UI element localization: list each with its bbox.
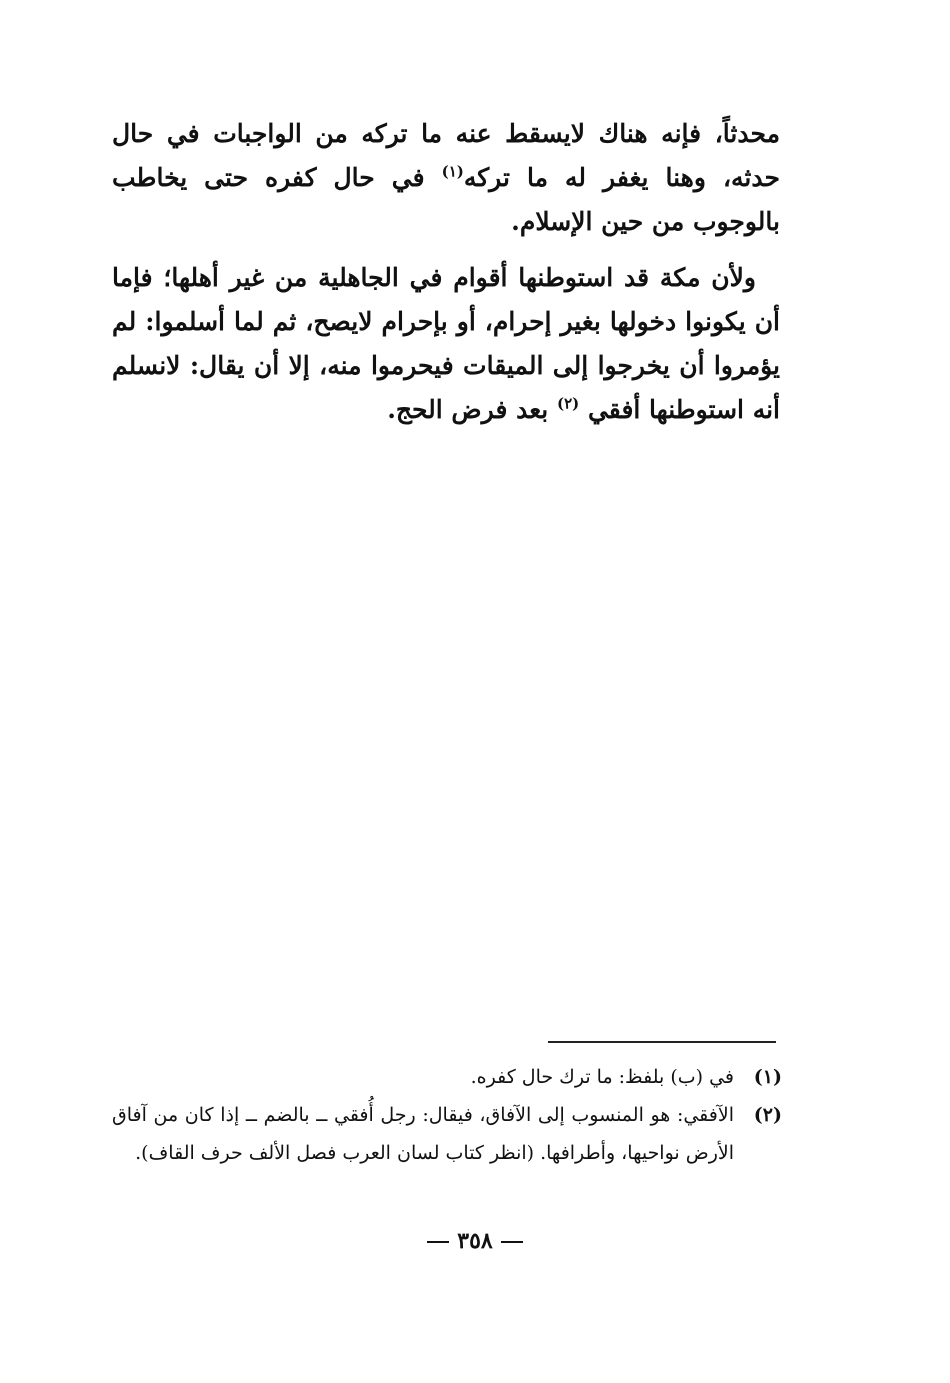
paragraph-1-text-a: محدثاً، فإنه هناك لايسقط عنه ما تركه من الواجبات في حال حدثه، وهنا يغفر له ما تركه (112, 119, 780, 192)
paragraph-1 (112, 112, 780, 244)
footnote-2 (112, 1096, 782, 1172)
footnote-ref-1: (١) (441, 162, 464, 181)
page-number (0, 1228, 950, 1254)
footnote-1-number: (١) (753, 1066, 782, 1088)
footnote-separator (548, 1041, 776, 1043)
footnote-2-number: (٢) (753, 1104, 782, 1126)
paragraph-2-text-b: بعد فرض الحج. (387, 395, 549, 424)
paragraph-2 (112, 256, 780, 432)
footnote-ref-2: (٢) (556, 394, 580, 413)
footnote-1 (112, 1058, 782, 1096)
paragraph-1-text-b: في حال كفره حتى يخاطب بالوجوب من حين الإسلام. (112, 163, 780, 236)
footnotes (112, 1058, 782, 1172)
footnote-2-text: الآفقي: هو المنسوب إلى الآفاق، فيقال: رجل أُفقي ــ بالضم ــ إذا كان من آفاق الأرض نواحيها، وأطرافها. (انظر كتاب لسان العرب فصل الألف حرف القاف). (112, 1104, 734, 1164)
page-number-dash-left (501, 1241, 523, 1243)
paragraph-2-text-a: ولأن مكة قد استوطنها أقوام في الجاهلية من غير أهلها؛ فإما أن يكونوا دخولها بغير إحرام، أو بإحرام لايصح، ثم لما أسلموا: لم يؤمروا أن يخرجوا إلى الميقات فيحرموا منه، إلا أن يقال: لانسلم أنه استوطنها أفقي (112, 263, 780, 424)
page-number-value: ٣٥٨ (457, 1228, 493, 1254)
footnote-1-text: في (ب) بلفظ: ما ترك حال كفره. (470, 1066, 734, 1088)
page-number-dash-right (427, 1241, 449, 1243)
main-text (112, 112, 780, 432)
